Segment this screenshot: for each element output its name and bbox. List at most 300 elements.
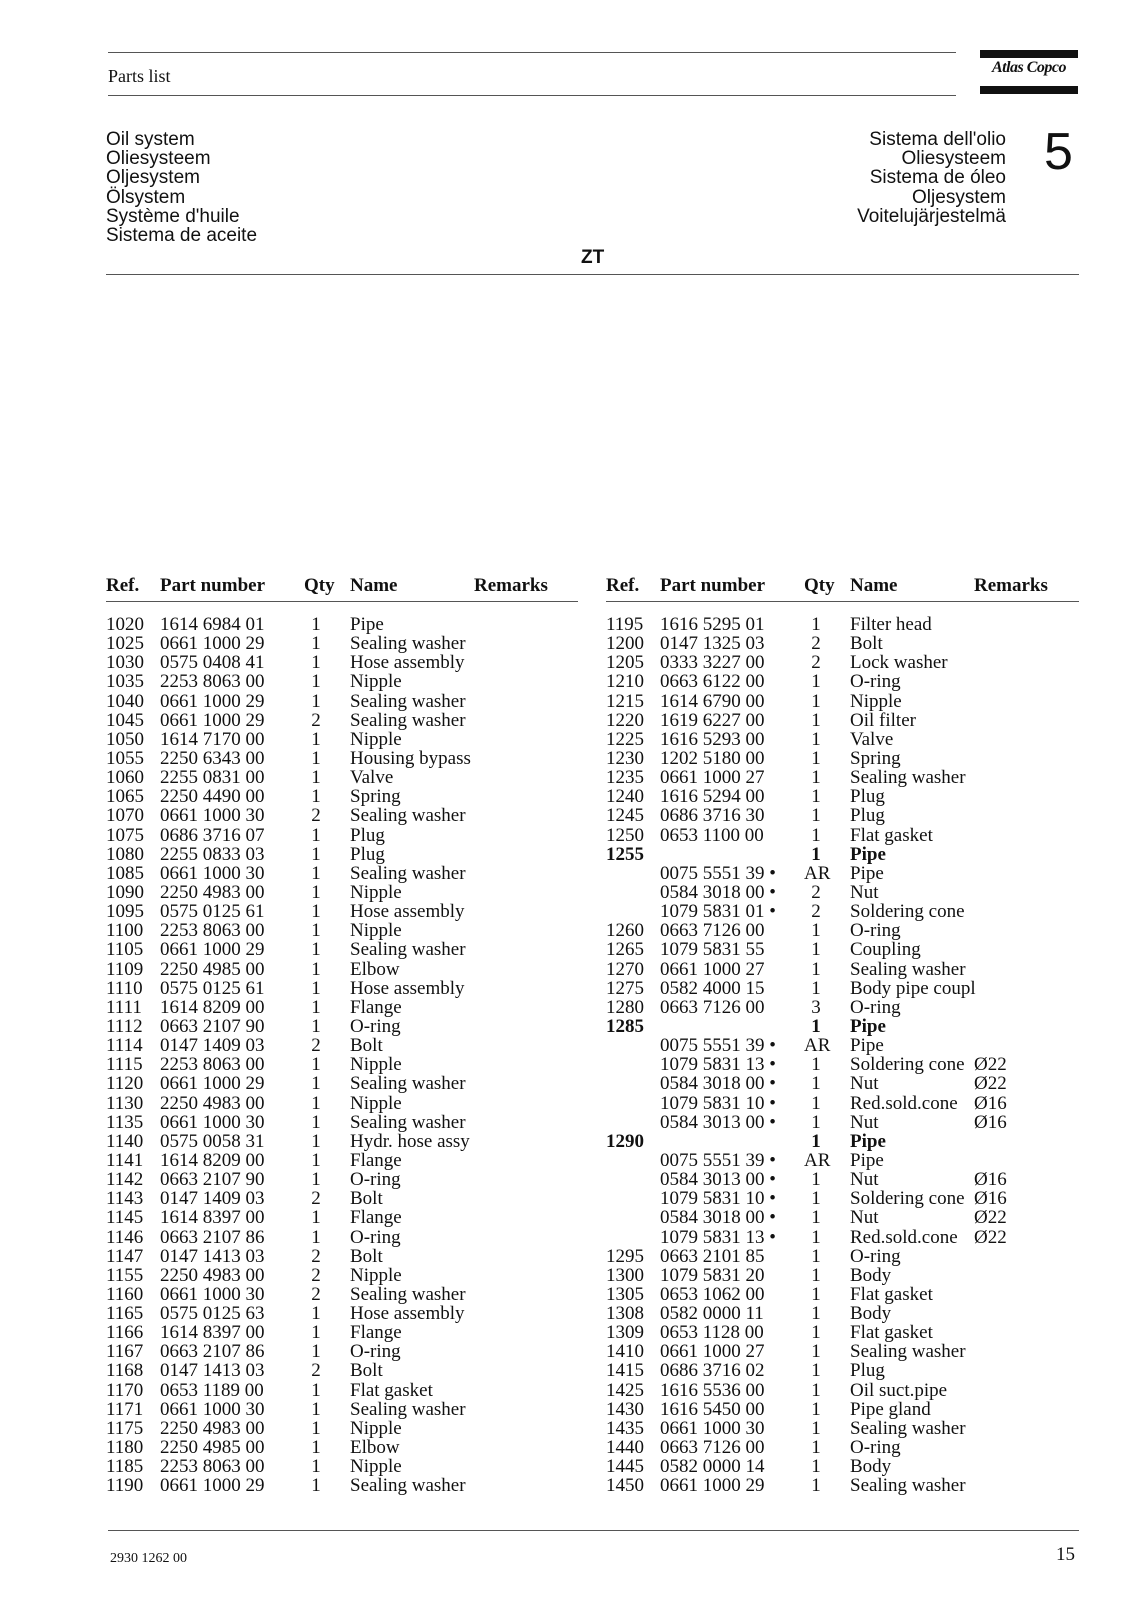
cell-qty: 1: [311, 958, 321, 980]
cell-part-number: 1079 5831 13 •: [660, 1054, 776, 1076]
cell-qty: 2: [311, 1360, 321, 1382]
cell-ref: 1415: [606, 1360, 644, 1382]
cell-part-number: 0575 0408 41: [160, 652, 265, 674]
cell-ref: 1255: [606, 843, 644, 865]
cell-qty: 2: [311, 1035, 321, 1057]
cell-qty: 1: [811, 1417, 821, 1439]
cell-name: Flat gasket: [850, 1283, 933, 1305]
cell-name: Oil filter: [850, 709, 916, 731]
cell-qty: 1: [811, 1188, 821, 1210]
cell-ref: 1175: [106, 1417, 144, 1439]
cell-qty: 2: [311, 709, 321, 731]
header-bottom-rule: [108, 95, 956, 96]
cell-name: Sealing washer: [350, 805, 466, 827]
cell-qty: 1: [311, 920, 321, 942]
cell-ref: 1210: [606, 671, 644, 693]
cell-name: Spring: [350, 786, 401, 808]
cell-part-number: 0584 3018 00 •: [660, 1207, 776, 1229]
cell-qty: 2: [811, 633, 821, 655]
cell-name: Bolt: [850, 633, 883, 655]
cell-qty: 1: [811, 1379, 821, 1401]
title-line: Voitelujärjestelmä: [857, 205, 1006, 227]
cell-part-number: 0584 3013 00 •: [660, 1111, 776, 1133]
cell-qty: 2: [811, 901, 821, 923]
cell-part-number: 2250 4983 00: [160, 881, 265, 903]
cell-part-number: 1616 5536 00: [660, 1379, 765, 1401]
cell-qty: 1: [811, 1475, 821, 1497]
cell-part-number: 0661 1000 30: [160, 1111, 265, 1133]
atlas-copco-logo: [980, 50, 1078, 96]
cell-qty: 1: [811, 1207, 821, 1229]
cell-part-number: 0147 1409 03: [160, 1188, 265, 1210]
header-top-rule: [108, 52, 956, 53]
col-part-number: Part number: [660, 575, 766, 596]
cell-qty: 1: [811, 747, 821, 769]
cell-name: Sealing washer: [350, 633, 466, 655]
cell-ref: 1025: [106, 633, 144, 655]
cell-name: Spring: [850, 747, 901, 769]
cell-ref: 1105: [106, 939, 144, 961]
cell-name: Red.sold.cone: [850, 1092, 958, 1114]
cell-ref: 1055: [106, 747, 144, 769]
cell-qty: 1: [811, 1437, 821, 1459]
cell-ref: 1110: [106, 977, 143, 999]
cell-ref: 1142: [106, 1169, 144, 1191]
table-header-rule: [606, 601, 1079, 602]
parts-table-left: [106, 575, 578, 1497]
cell-name: Pipe: [850, 1035, 884, 1057]
cell-qty: 1: [811, 1322, 821, 1344]
cell-part-number: 0584 3018 00 •: [660, 881, 776, 903]
titles-rule: [106, 274, 1079, 275]
cell-part-number: 2253 8063 00: [160, 920, 265, 942]
cell-ref: 1115: [106, 1054, 143, 1076]
cell-name: Housing bypass: [350, 747, 471, 769]
cell-qty: 2: [311, 805, 321, 827]
cell-qty: 1: [811, 1226, 821, 1248]
cell-part-number: 0075 5551 39 •: [660, 1035, 776, 1057]
cell-qty: AR: [804, 862, 831, 884]
title-line: Ölsystem: [106, 186, 186, 208]
cell-part-number: 2250 4490 00: [160, 786, 265, 808]
cell-name: O-ring: [350, 1169, 401, 1191]
cell-qty: 1: [311, 1054, 321, 1076]
cell-name: Sealing washer: [350, 709, 466, 731]
title-line: Système d'huile: [106, 205, 240, 227]
cell-name: O-ring: [850, 1437, 901, 1459]
section-number: 5: [1044, 123, 1073, 181]
cell-name: Plug: [850, 1360, 885, 1382]
cell-ref: 1075: [106, 824, 144, 846]
cell-ref: 1070: [106, 805, 144, 827]
cell-ref: 1440: [606, 1437, 644, 1459]
cell-qty: 1: [311, 1417, 321, 1439]
cell-ref: 1120: [106, 1073, 144, 1095]
cell-name: Soldering cone: [850, 901, 965, 923]
cell-name: Sealing washer: [350, 690, 466, 712]
cell-qty: 1: [811, 614, 821, 635]
cell-qty: 1: [311, 996, 321, 1018]
title-line: Oljesystem: [106, 167, 200, 189]
cell-part-number: 0661 1000 30: [160, 1283, 265, 1305]
cell-name: Hose assembly: [350, 977, 465, 999]
cell-part-number: 2253 8063 00: [160, 1456, 265, 1478]
cell-part-number: 0582 4000 15: [660, 977, 765, 999]
cell-name: Pipe: [850, 862, 884, 884]
cell-ref: 1240: [606, 786, 644, 808]
cell-ref: 1166: [106, 1322, 144, 1344]
cell-name: Flange: [350, 996, 402, 1018]
cell-ref: 1225: [606, 728, 644, 750]
cell-name: Hose assembly: [350, 652, 465, 674]
cell-qty: AR: [804, 1035, 831, 1057]
cell-name: Nut: [850, 1073, 879, 1095]
cell-part-number: 1614 7170 00: [160, 728, 265, 750]
cell-name: O-ring: [350, 1341, 401, 1363]
cell-ref: 1045: [106, 709, 144, 731]
cell-part-number: 0661 1000 30: [660, 1417, 765, 1439]
cell-part-number: 0575 0125 61: [160, 901, 265, 923]
cell-name: Nipple: [350, 728, 402, 750]
cell-qty: 1: [811, 1398, 821, 1420]
cell-part-number: 0686 3716 02: [660, 1360, 765, 1382]
cell-part-number: 1614 6790 00: [660, 690, 765, 712]
cell-name: Pipe gland: [850, 1398, 931, 1420]
table-header: [106, 575, 578, 599]
cell-part-number: 2250 4983 00: [160, 1264, 265, 1286]
cell-ref: 1020: [106, 614, 144, 635]
cell-ref: 1180: [106, 1437, 144, 1459]
cell-ref: 1430: [606, 1398, 644, 1420]
cell-name: Pipe: [850, 1015, 886, 1037]
cell-ref: 1410: [606, 1341, 644, 1363]
cell-qty: 1: [811, 1054, 821, 1076]
cell-qty: 1: [311, 862, 321, 884]
table-header-rule: [106, 601, 578, 602]
cell-qty: 1: [311, 671, 321, 693]
cell-part-number: 1614 8209 00: [160, 1149, 265, 1171]
cell-ref: 1275: [606, 977, 644, 999]
cell-qty: 1: [811, 1456, 821, 1478]
cell-part-number: 0653 1128 00: [660, 1322, 764, 1344]
cell-part-number: 1079 5831 13 •: [660, 1226, 776, 1248]
footer-page-number: 15: [1056, 1544, 1075, 1565]
cell-ref: 1140: [106, 1130, 144, 1152]
cell-ref: 1060: [106, 767, 144, 789]
title-line: Oliesysteem: [106, 148, 211, 170]
cell-qty: 1: [811, 690, 821, 712]
cell-ref: 1160: [106, 1283, 144, 1305]
cell-name: Sealing washer: [350, 1073, 466, 1095]
cell-name: Sealing washer: [850, 767, 966, 789]
cell-qty: 1: [811, 1283, 821, 1305]
cell-part-number: 1079 5831 10 •: [660, 1188, 776, 1210]
cell-ref: 1065: [106, 786, 144, 808]
cell-part-number: 0686 3716 30: [660, 805, 765, 827]
cell-ref: 1425: [606, 1379, 644, 1401]
cell-name: Elbow: [350, 1437, 400, 1459]
cell-name: O-ring: [850, 996, 901, 1018]
cell-ref: 1080: [106, 843, 144, 865]
cell-name: Nipple: [350, 920, 402, 942]
cell-part-number: 1614 8397 00: [160, 1207, 265, 1229]
cell-remarks: Ø16: [974, 1188, 1007, 1210]
cell-remarks: Ø16: [974, 1092, 1007, 1114]
cell-name: Flat gasket: [850, 1322, 933, 1344]
cell-part-number: 0661 1000 29: [160, 1073, 265, 1095]
cell-qty: 1: [311, 1092, 321, 1114]
cell-ref: 1146: [106, 1226, 144, 1248]
cell-name: Pipe: [350, 614, 384, 635]
cell-part-number: 2250 4985 00: [160, 958, 265, 980]
cell-part-number: 1616 5293 00: [660, 728, 765, 750]
cell-name: Plug: [850, 786, 885, 808]
cell-part-number: 0661 1000 30: [160, 805, 265, 827]
cell-qty: 1: [811, 1015, 821, 1037]
cell-part-number: 0661 1000 29: [660, 1475, 765, 1497]
cell-part-number: 1616 5294 00: [660, 786, 765, 808]
cell-name: Oil suct.pipe: [850, 1379, 948, 1401]
cell-part-number: 2255 0831 00: [160, 767, 265, 789]
title-line: Oliesysteem: [901, 148, 1006, 170]
header-title: Parts list: [108, 66, 171, 86]
cell-name: Nut: [850, 1169, 879, 1191]
cell-part-number: 0653 1189 00: [160, 1379, 264, 1401]
cell-qty: 1: [311, 1341, 321, 1363]
cell-ref: 1235: [606, 767, 644, 789]
cell-ref: 1230: [606, 747, 644, 769]
cell-qty: 1: [811, 786, 821, 808]
cell-part-number: 0582 0000 11: [660, 1303, 764, 1325]
cell-qty: 1: [811, 824, 821, 846]
cell-name: Pipe: [850, 843, 886, 865]
title-line: Sistema de aceite: [106, 225, 258, 247]
cell-ref: 1165: [106, 1303, 144, 1325]
cell-part-number: 1079 5831 01 •: [660, 901, 776, 923]
cell-ref: 1090: [106, 881, 144, 903]
cell-name: Nut: [850, 1111, 879, 1133]
cell-ref: 1190: [106, 1475, 144, 1497]
cell-part-number: 1079 5831 55: [660, 939, 765, 961]
cell-part-number: 0147 1413 03: [160, 1245, 265, 1267]
cell-ref: 1141: [106, 1149, 144, 1171]
cell-ref: 1285: [606, 1015, 644, 1037]
cell-qty: 1: [311, 881, 321, 903]
cell-ref: 1168: [106, 1360, 144, 1382]
cell-qty: 2: [311, 1264, 321, 1286]
cell-ref: 1155: [106, 1264, 144, 1286]
cell-name: Nipple: [350, 1092, 402, 1114]
cell-qty: 1: [311, 1379, 321, 1401]
cell-name: Sealing washer: [850, 1475, 966, 1497]
cell-name: Body: [850, 1456, 892, 1478]
cell-ref: 1280: [606, 996, 644, 1018]
cell-name: Sealing washer: [350, 862, 466, 884]
cell-qty: 1: [311, 1015, 321, 1037]
cell-name: Hose assembly: [350, 901, 465, 923]
model-label: ZT: [581, 247, 605, 268]
cell-name: O-ring: [850, 920, 901, 942]
cell-qty: 1: [811, 1073, 821, 1095]
cell-part-number: 1202 5180 00: [660, 747, 765, 769]
cell-qty: 1: [311, 1207, 321, 1229]
cell-part-number: 0584 3018 00 •: [660, 1073, 776, 1095]
cell-name: Flat gasket: [350, 1379, 433, 1401]
cell-part-number: 0653 1100 00: [660, 824, 764, 846]
cell-name: Bolt: [350, 1360, 383, 1382]
cell-part-number: 0661 1000 29: [160, 1475, 265, 1497]
cell-name: Pipe: [850, 1130, 886, 1152]
cell-name: Plug: [350, 843, 385, 865]
cell-part-number: 1616 5450 00: [660, 1398, 765, 1420]
cell-qty: 1: [311, 614, 321, 635]
cell-part-number: 2250 4985 00: [160, 1437, 265, 1459]
cell-ref: 1245: [606, 805, 644, 827]
cell-part-number: 0147 1413 03: [160, 1360, 265, 1382]
cell-ref: 1040: [106, 690, 144, 712]
cell-remarks: Ø16: [974, 1111, 1007, 1133]
cell-name: Bolt: [350, 1245, 383, 1267]
cell-qty: 1: [311, 786, 321, 808]
cell-qty: 1: [311, 1322, 321, 1344]
col-part-number: Part number: [160, 575, 266, 596]
cell-name: Flange: [350, 1149, 402, 1171]
cell-name: Nipple: [350, 1264, 402, 1286]
cell-remarks: Ø22: [974, 1073, 1007, 1095]
cell-ref: 1171: [106, 1398, 144, 1420]
cell-ref: 1270: [606, 958, 644, 980]
cell-remarks: Ø22: [974, 1054, 1007, 1076]
cell-name: Sealing washer: [350, 939, 466, 961]
cell-name: O-ring: [350, 1015, 401, 1037]
cell-name: Nipple: [350, 1456, 402, 1478]
titles-right: [857, 130, 1006, 226]
cell-part-number: 1614 8209 00: [160, 996, 265, 1018]
cell-ref: 1195: [606, 614, 644, 635]
cell-qty: 1: [811, 767, 821, 789]
cell-qty: 1: [311, 824, 321, 846]
cell-part-number: 0661 1000 29: [160, 939, 265, 961]
cell-part-number: 1614 6984 01: [160, 614, 265, 635]
cell-part-number: 1616 5295 01: [660, 614, 765, 635]
cell-ref: 1095: [106, 901, 144, 923]
cell-qty: 1: [311, 1475, 321, 1497]
cell-part-number: 0663 7126 00: [660, 996, 765, 1018]
cell-part-number: 0663 7126 00: [660, 920, 765, 942]
cell-ref: 1130: [106, 1092, 144, 1114]
cell-qty: 1: [311, 633, 321, 655]
col-remarks: Remarks: [474, 575, 548, 596]
cell-name: Hydr. hose assy: [350, 1130, 470, 1152]
cell-qty: 1: [811, 805, 821, 827]
cell-part-number: 0661 1000 30: [160, 862, 265, 884]
cell-name: Soldering cone: [850, 1188, 965, 1210]
cell-part-number: 0663 2107 86: [160, 1226, 265, 1248]
cell-name: Nipple: [850, 690, 902, 712]
cell-part-number: 0661 1000 29: [160, 709, 265, 731]
cell-qty: 1: [311, 1169, 321, 1191]
cell-qty: 2: [311, 1245, 321, 1267]
cell-part-number: 0661 1000 29: [160, 633, 265, 655]
cell-part-number: 0686 3716 07: [160, 824, 265, 846]
cell-qty: 1: [311, 652, 321, 674]
cell-ref: 1100: [106, 920, 144, 942]
cell-qty: 3: [811, 996, 821, 1018]
cell-ref: 1050: [106, 728, 144, 750]
cell-name: Nipple: [350, 1417, 402, 1439]
cell-part-number: 0582 0000 14: [660, 1456, 765, 1478]
cell-name: Elbow: [350, 958, 400, 980]
cell-ref: 1305: [606, 1283, 644, 1305]
cell-name: Sealing washer: [350, 1398, 466, 1420]
cell-name: Nipple: [350, 671, 402, 693]
cell-part-number: 2253 8063 00: [160, 1054, 265, 1076]
cell-ref: 1143: [106, 1188, 144, 1210]
cell-qty: 1: [311, 690, 321, 712]
cell-qty: 2: [811, 652, 821, 674]
cell-name: Red.sold.cone: [850, 1226, 958, 1248]
cell-name: Valve: [350, 767, 394, 789]
cell-ref: 1135: [106, 1111, 144, 1133]
cell-qty: 1: [311, 767, 321, 789]
cell-ref: 1295: [606, 1245, 644, 1267]
cell-part-number: 2255 0833 03: [160, 843, 265, 865]
cell-ref: 1200: [606, 633, 644, 655]
cell-name: Body: [850, 1303, 892, 1325]
cell-part-number: 0075 5551 39 •: [660, 862, 776, 884]
cell-qty: 1: [311, 1398, 321, 1420]
cell-qty: 1: [811, 958, 821, 980]
parts-table-right: [606, 575, 1079, 1497]
cell-qty: 1: [811, 1341, 821, 1363]
col-remarks: Remarks: [974, 575, 1048, 596]
cell-qty: 1: [811, 1092, 821, 1114]
cell-part-number: 0663 2107 86: [160, 1341, 265, 1363]
cell-part-number: 0663 2101 85: [660, 1245, 765, 1267]
title-line: Oil system: [106, 129, 195, 150]
cell-name: Filter head: [850, 614, 932, 635]
cell-part-number: 0575 0125 63: [160, 1303, 265, 1325]
cell-ref: 1109: [106, 958, 144, 980]
cell-ref: 1085: [106, 862, 144, 884]
cell-name: Body: [850, 1264, 892, 1286]
cell-qty: 1: [311, 747, 321, 769]
footer-rule: [108, 1530, 1079, 1531]
cell-name: Lock washer: [850, 652, 948, 674]
cell-qty: 1: [811, 709, 821, 731]
title-line: Oljesystem: [912, 186, 1006, 208]
title-line: Sistema dell'olio: [869, 129, 1006, 150]
cell-part-number: 0333 3227 00: [660, 652, 765, 674]
cell-qty: AR: [804, 1149, 831, 1171]
cell-part-number: 1079 5831 20: [660, 1264, 765, 1286]
cell-name: Soldering cone: [850, 1054, 965, 1076]
cell-ref: 1167: [106, 1341, 144, 1363]
titles-left: [106, 130, 257, 245]
cell-name: Sealing washer: [850, 958, 966, 980]
cell-qty: 1: [811, 1303, 821, 1325]
col-qty: Qty: [304, 575, 335, 596]
cell-name: Sealing washer: [350, 1111, 466, 1133]
cell-ref: 1185: [106, 1456, 144, 1478]
col-ref: Ref.: [606, 575, 640, 596]
cell-ref: 1290: [606, 1130, 644, 1152]
cell-qty: 2: [311, 1283, 321, 1305]
cell-name: Pipe: [850, 1149, 884, 1171]
table-header: [606, 575, 1079, 599]
cell-part-number: 0584 3013 00 •: [660, 1169, 776, 1191]
cell-name: Hose assembly: [350, 1303, 465, 1325]
